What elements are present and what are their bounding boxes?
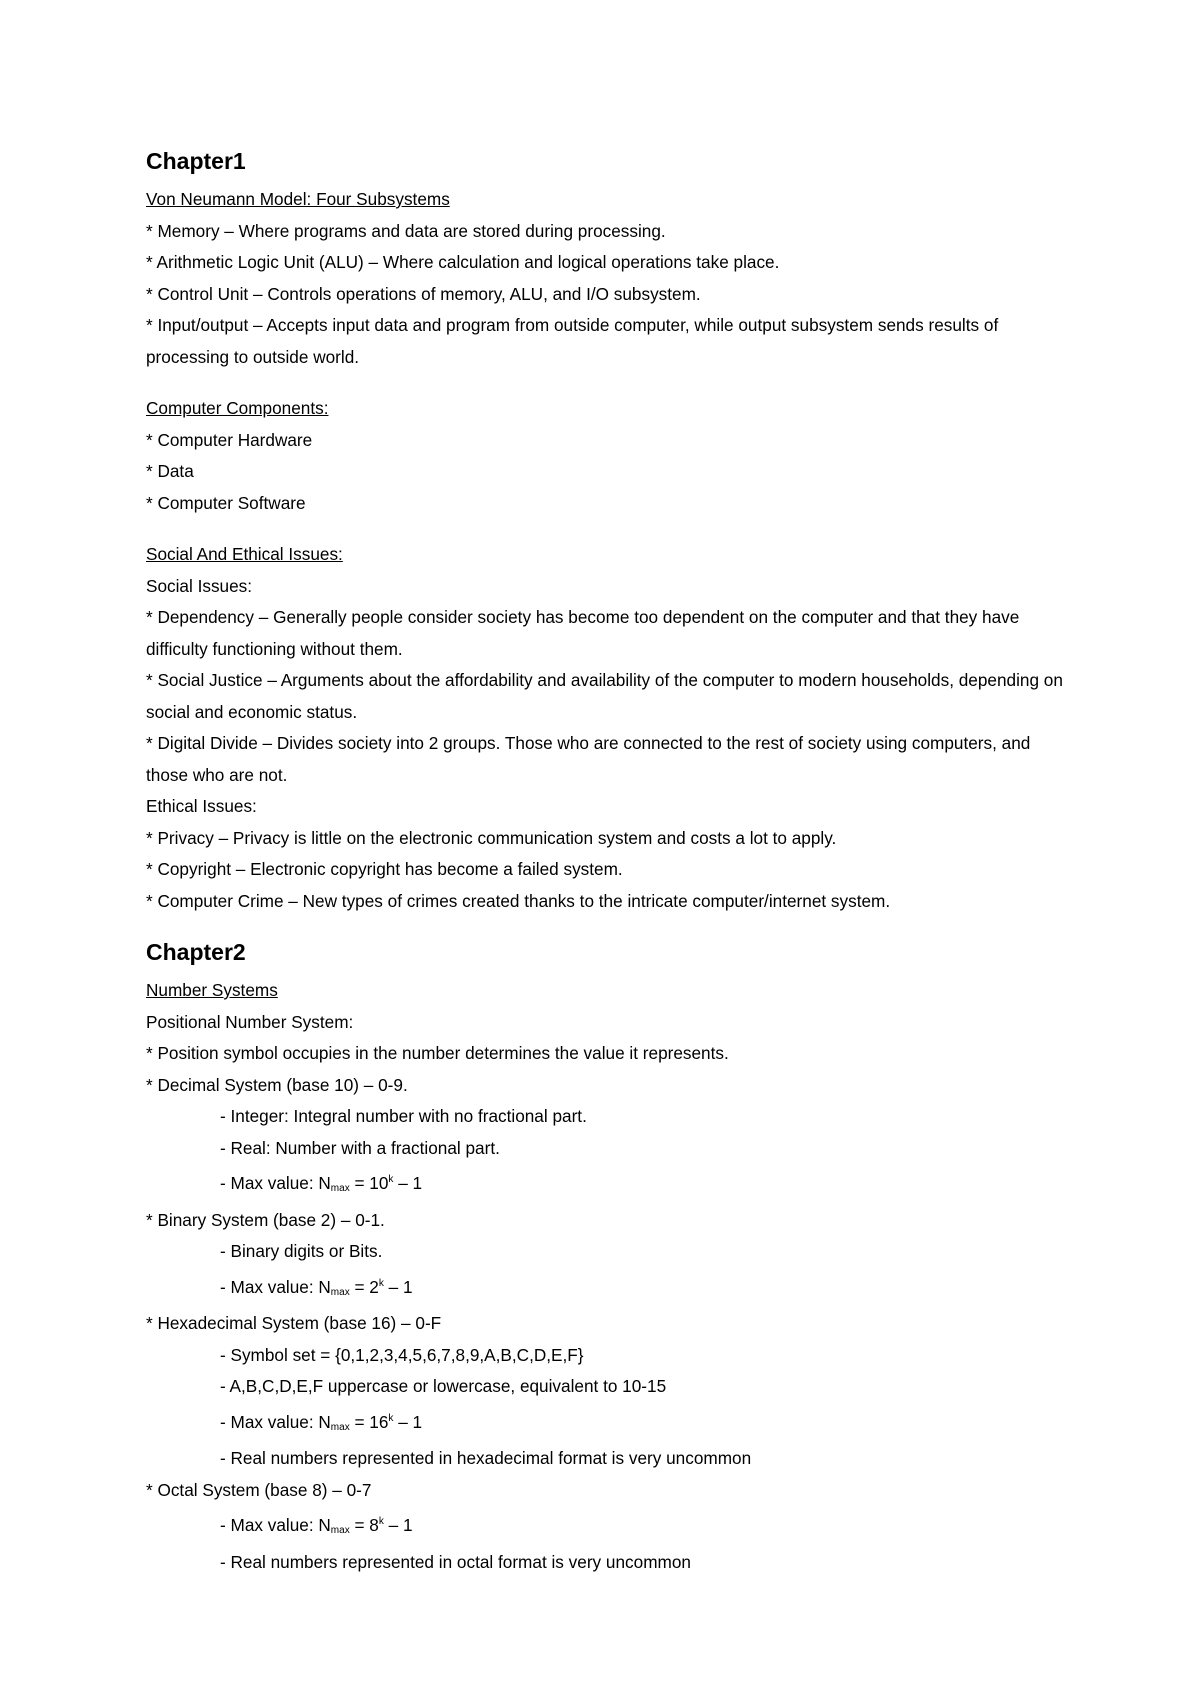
max-exponent: k — [388, 1412, 394, 1424]
ethical-issues-label: Ethical Issues: — [146, 796, 257, 816]
list-item: * Social Justice – Arguments about the affordability and availability of the computer to modern households, depending on social and economic status. — [146, 670, 1063, 722]
max-subscript: max — [330, 1286, 350, 1298]
list-item: * Memory – Where programs and data are stored during processing. — [146, 220, 666, 241]
document-content — [146, 146, 1076, 1578]
octal-max-value — [146, 1506, 1076, 1547]
decimal-label: * Decimal System (base 10) – 0-9. — [146, 1074, 408, 1095]
max-base: = 10 — [349, 1173, 389, 1193]
list-item: * Digital Divide – Divides society into 2 groups. Those who are connected to the rest of society using computers, and those who are not. — [146, 733, 1031, 785]
max-prefix: - Max value: N — [220, 1515, 331, 1535]
number-systems-heading: Number Systems — [146, 980, 278, 1000]
max-exponent: k — [378, 1516, 384, 1527]
decimal-max-value — [146, 1164, 1076, 1205]
max-prefix: - Max value: N — [220, 1276, 331, 1297]
max-prefix: - Max value: N — [220, 1173, 331, 1193]
sub-item: - A,B,C,D,E,F uppercase or lowercase, equivalent to 10-15 — [220, 1376, 667, 1396]
chapter2-title: Chapter2 — [146, 939, 246, 965]
components-heading: Computer Components: — [146, 398, 329, 418]
max-base: = 8 — [349, 1515, 379, 1535]
list-item: * Privacy – Privacy is little on the electronic communication system and costs a lot to apply. — [146, 827, 837, 848]
max-suffix: – 1 — [383, 1276, 413, 1297]
sub-item: - Real: Number with a fractional part. — [220, 1137, 500, 1158]
octal-label: * Octal System (base 8) – 0-7 — [146, 1479, 372, 1500]
max-prefix: - Max value: N — [220, 1411, 331, 1432]
max-subscript: max — [330, 1183, 350, 1194]
max-suffix: – 1 — [393, 1173, 423, 1193]
list-item: * Copyright – Electronic copyright has become a failed system. — [146, 859, 623, 879]
hex-max-value — [146, 1403, 1076, 1444]
max-exponent: k — [378, 1277, 384, 1289]
max-suffix: – 1 — [383, 1515, 413, 1535]
sub-item: - Real numbers represented in hexadecimal format is very uncommon — [220, 1448, 752, 1468]
social-ethical-heading: Social And Ethical Issues: — [146, 544, 343, 564]
hex-label: * Hexadecimal System (base 16) – 0-F — [146, 1313, 442, 1333]
list-item: * Computer Hardware — [146, 429, 313, 450]
list-item: * Data — [146, 461, 194, 481]
list-item: * Arithmetic Logic Unit (ALU) – Where calculation and logical operations take place. — [146, 252, 780, 272]
max-exponent: k — [388, 1174, 394, 1185]
list-item: * Control Unit – Controls operations of memory, ALU, and I/O subsystem. — [146, 283, 701, 304]
binary-max-value — [146, 1268, 1076, 1309]
von-neumann-heading: Von Neumann Model: Four Subsystems — [146, 189, 450, 209]
list-item: * Position symbol occupies in the number determines the value it represents. — [146, 1043, 729, 1063]
max-subscript: max — [330, 1421, 350, 1433]
sub-item: - Binary digits or Bits. — [220, 1241, 383, 1261]
max-subscript: max — [330, 1525, 350, 1536]
list-item: * Dependency – Generally people consider society has become too dependent on the computer and that they have difficulty functioning without them. — [146, 607, 1020, 659]
sub-item: - Integer: Integral number with no fractional part. — [220, 1106, 587, 1126]
list-item: * Computer Software — [146, 492, 306, 513]
sub-item: - Symbol set = {0,1,2,3,4,5,6,7,8,9,A,B,C,D,E,F} — [220, 1344, 584, 1365]
list-item: * Input/output – Accepts input data and program from outside computer, while output subsystem sends results of processing to outside world. — [146, 315, 999, 367]
max-base: = 16 — [349, 1411, 389, 1432]
max-suffix: – 1 — [393, 1411, 423, 1432]
list-item: * Computer Crime – New types of crimes created thanks to the intricate computer/internet system. — [146, 890, 891, 911]
chapter1-title: Chapter1 — [146, 148, 246, 174]
binary-label: * Binary System (base 2) – 0-1. — [146, 1209, 385, 1230]
max-base: = 2 — [349, 1276, 379, 1297]
social-issues-label: Social Issues: — [146, 575, 253, 596]
positional-label: Positional Number System: — [146, 1011, 354, 1032]
sub-item: - Real numbers represented in octal format is very uncommon — [220, 1551, 691, 1572]
